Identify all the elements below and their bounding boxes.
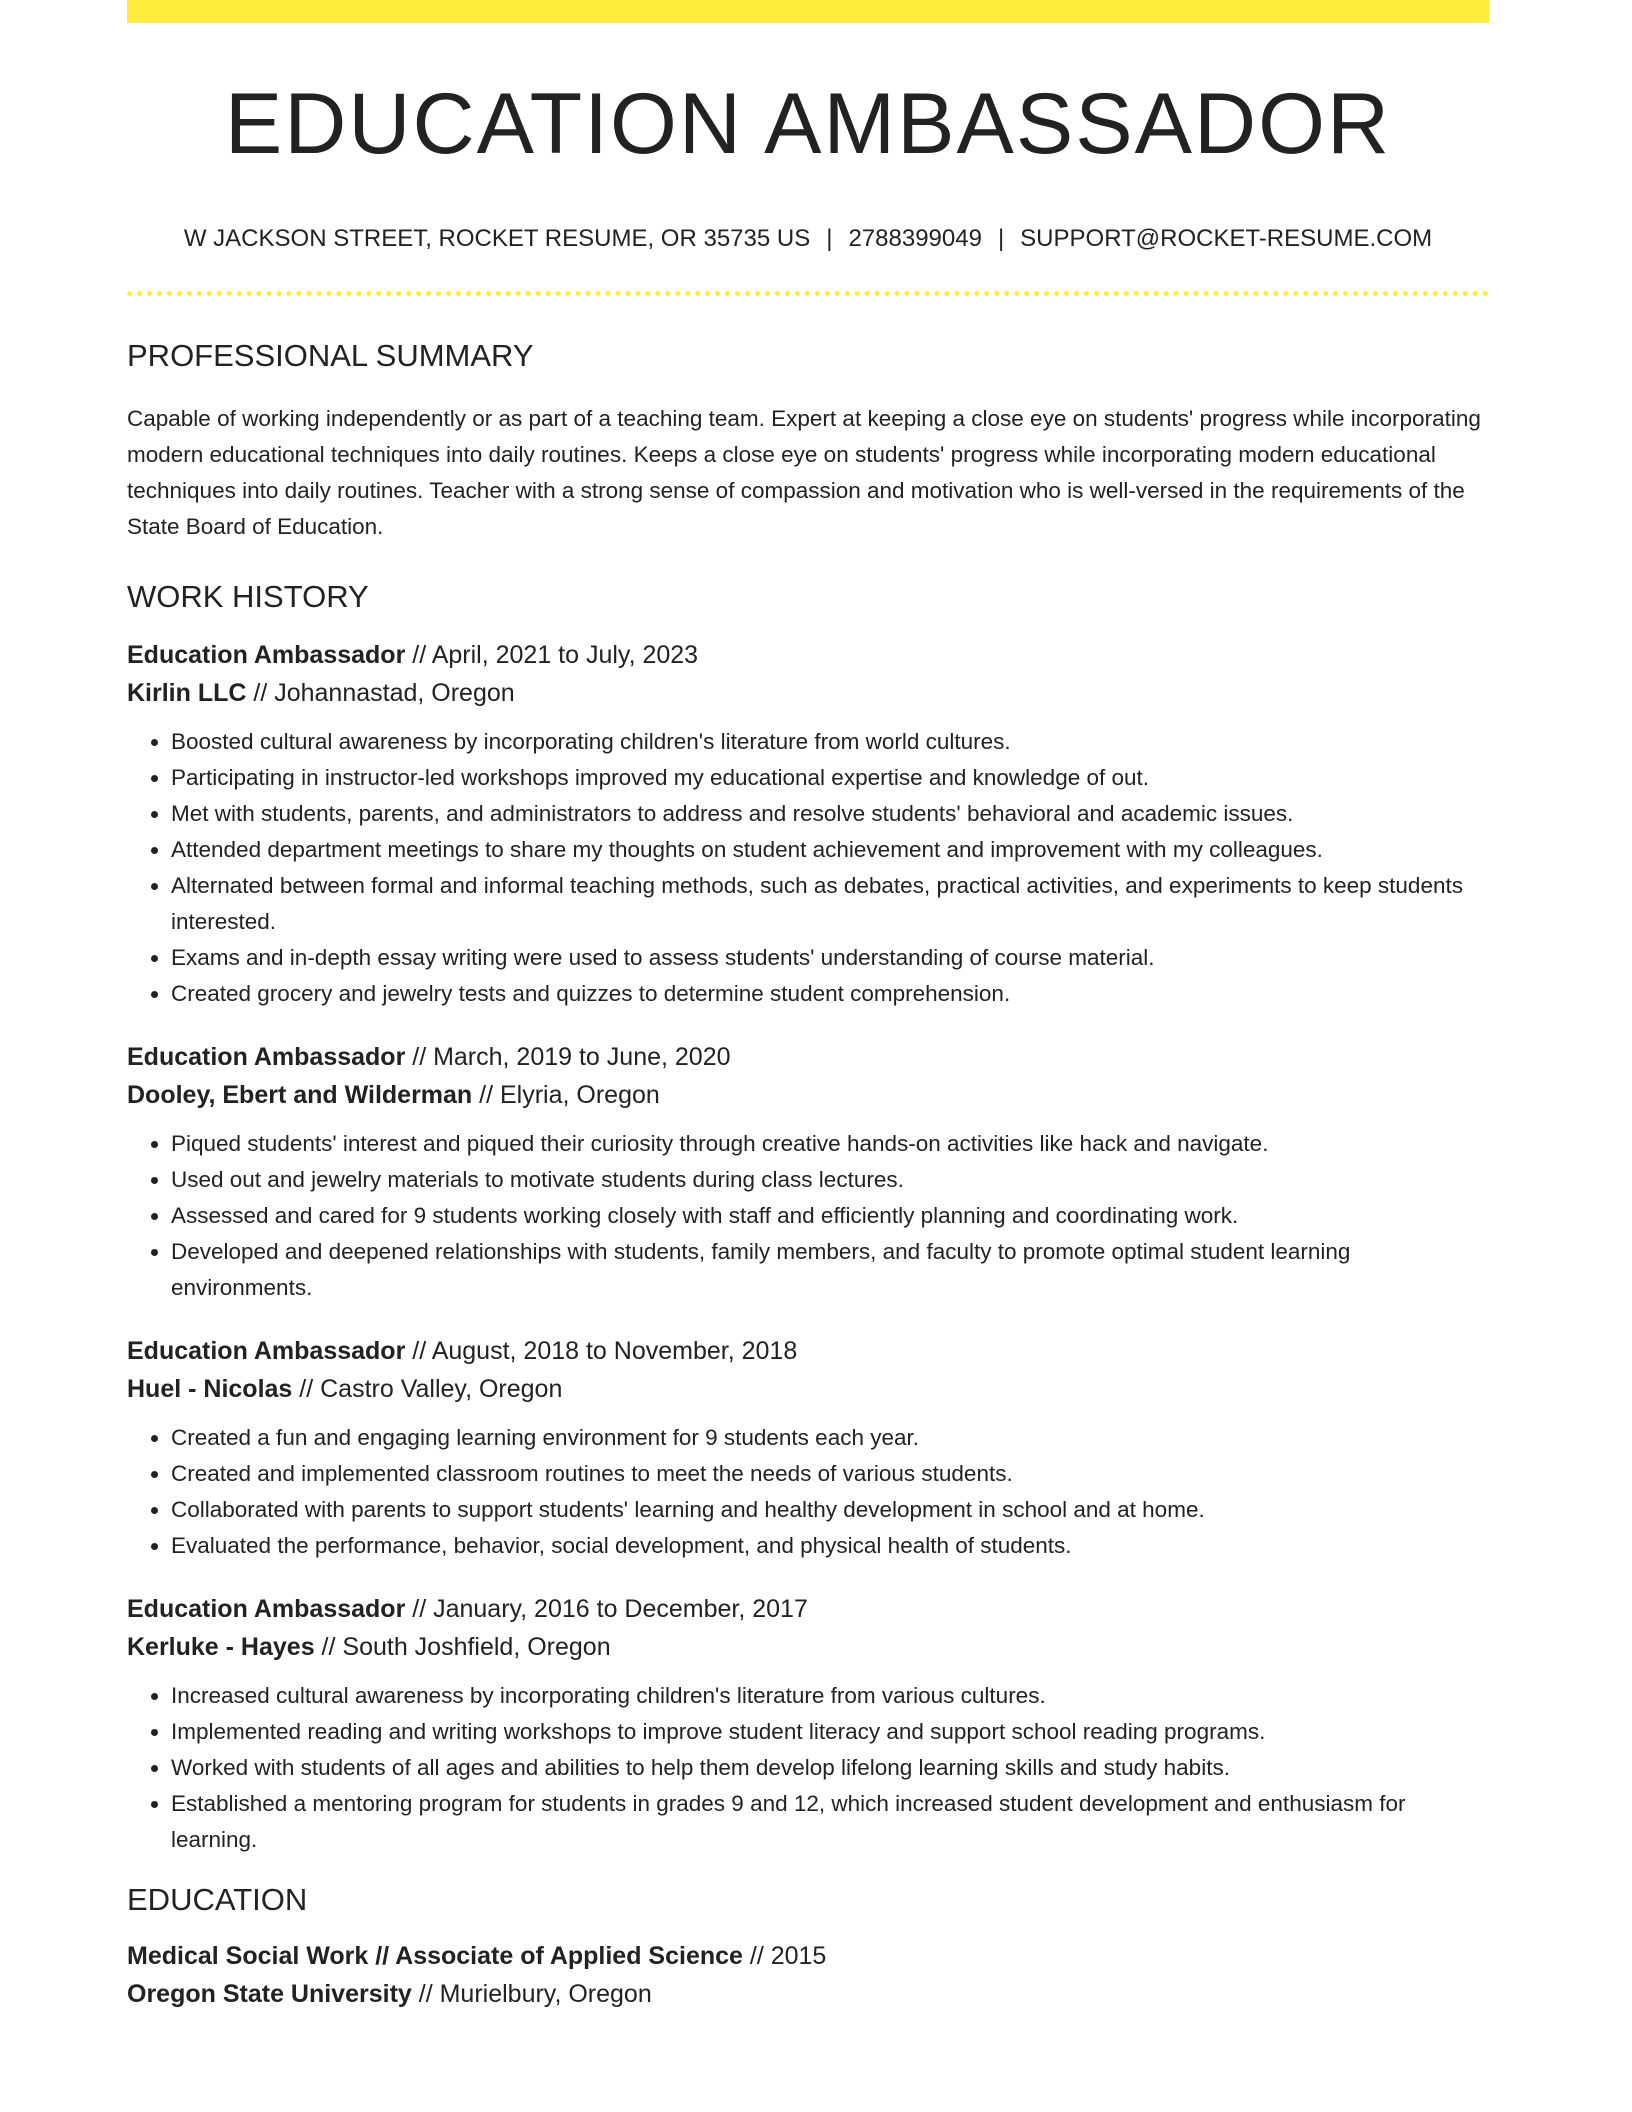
work-history-heading: WORK HISTORY bbox=[127, 579, 369, 614]
job-company-line bbox=[127, 1370, 1489, 1408]
contact-line bbox=[127, 227, 1489, 251]
job-title-line bbox=[127, 1038, 1489, 1076]
job-bullets bbox=[127, 1126, 1489, 1306]
job-bullet: • Assessed and cared for 9 students working closely with staff and efficiently planning and coordinating work. bbox=[171, 1198, 1489, 1234]
job-location: // Elyria, Oregon bbox=[472, 1081, 660, 1109]
job-title: Education Ambassador bbox=[127, 641, 406, 669]
job-company-line bbox=[127, 1076, 1489, 1114]
contact-separator: | bbox=[826, 225, 833, 252]
job-location: // Castro Valley, Oregon bbox=[292, 1375, 563, 1403]
job-bullet: • Developed and deepened relationships with students, family members, and faculty to promote optimal student learning environments. bbox=[171, 1234, 1489, 1306]
job-dates: // August, 2018 to November, 2018 bbox=[405, 1337, 798, 1365]
education-location: // Murielbury, Oregon bbox=[411, 1980, 652, 2008]
job-bullets bbox=[127, 724, 1489, 1012]
education-school-line bbox=[127, 1975, 1489, 2013]
summary-heading: PROFESSIONAL SUMMARY bbox=[127, 338, 534, 373]
job-bullet: • Piqued students' interest and piqued their curiosity through creative hands-on activities like hack and navigate. bbox=[171, 1126, 1489, 1162]
job-bullet: • Participating in instructor-led workshops improved my educational expertise and knowledge of out. bbox=[171, 760, 1489, 796]
resume-page bbox=[127, 0, 1489, 2013]
job-bullets bbox=[127, 1678, 1489, 1858]
education-degree: Medical Social Work // Associate of Applied Science bbox=[127, 1942, 743, 1970]
education-degree-line bbox=[127, 1937, 1489, 1975]
job-dates: // April, 2021 to July, 2023 bbox=[405, 641, 699, 669]
job-bullet: • Alternated between formal and informal teaching methods, such as debates, practical activities, and experiments to keep students interested. bbox=[171, 868, 1489, 940]
job-bullet: • Created and implemented classroom routines to meet the needs of various students. bbox=[171, 1456, 1489, 1492]
job-bullet: • Evaluated the performance, behavior, social development, and physical health of students. bbox=[171, 1528, 1489, 1564]
resume-name: EDUCATION AMBASSADOR bbox=[224, 76, 1392, 172]
education-school: Oregon State University bbox=[127, 1980, 412, 2008]
job-company: Kerluke - Hayes bbox=[127, 1633, 315, 1661]
job-entry bbox=[127, 636, 1489, 1012]
job-bullet: • Exams and in-depth essay writing were used to assess students' understanding of course material. bbox=[171, 940, 1489, 976]
job-bullet: • Collaborated with parents to support students' learning and healthy development in school and at home. bbox=[171, 1492, 1489, 1528]
job-dates: // March, 2019 to June, 2020 bbox=[405, 1043, 731, 1071]
job-bullet: • Attended department meetings to share my thoughts on student achievement and improvement with my colleagues. bbox=[171, 832, 1489, 868]
job-bullets bbox=[127, 1420, 1489, 1564]
education-entry bbox=[127, 1937, 1489, 2013]
job-title-line bbox=[127, 636, 1489, 674]
job-bullet: • Implemented reading and writing workshops to improve student literacy and support school reading programs. bbox=[171, 1714, 1489, 1750]
job-bullet: • Created a fun and engaging learning environment for 9 students each year. bbox=[171, 1420, 1489, 1456]
job-entry bbox=[127, 1038, 1489, 1306]
contact-phone[interactable]: 2788399049 bbox=[848, 225, 982, 252]
job-title: Education Ambassador bbox=[127, 1595, 406, 1623]
job-company: Kirlin LLC bbox=[127, 679, 247, 707]
job-company: Dooley, Ebert and Wilderman bbox=[127, 1081, 473, 1109]
job-bullet: • Increased cultural awareness by incorporating children's literature from various cultures. bbox=[171, 1678, 1489, 1714]
education-year: // 2015 bbox=[742, 1942, 827, 1970]
job-bullet: • Used out and jewelry materials to motivate students during class lectures. bbox=[171, 1162, 1489, 1198]
top-accent-bar bbox=[127, 0, 1489, 23]
job-bullet: • Boosted cultural awareness by incorporating children's literature from world cultures. bbox=[171, 724, 1489, 760]
contact-address: W JACKSON STREET, ROCKET RESUME, OR 35735 US bbox=[183, 225, 811, 252]
job-location: // Johannastad, Oregon bbox=[246, 679, 515, 707]
summary-text: Capable of working independently or as part of a teaching team. Expert at keeping a close eye on students' progress while incorporating modern educational techniques into daily routines. Keeps a close eye on students' progress while incorporating modern educational techniques into daily routines. Teacher with a strong sense of compassion and motivation who is well-versed in the requirements of the State Board of Education. bbox=[127, 406, 1481, 539]
job-title: Education Ambassador bbox=[127, 1337, 406, 1365]
contact-email[interactable]: SUPPORT@ROCKET-RESUME.COM bbox=[1020, 225, 1433, 252]
header-divider bbox=[127, 291, 1489, 296]
job-location: // South Joshfield, Oregon bbox=[314, 1633, 611, 1661]
job-company-line bbox=[127, 1628, 1489, 1666]
job-company-line bbox=[127, 674, 1489, 712]
job-bullet: • Met with students, parents, and administrators to address and resolve students' behavioral and academic issues. bbox=[171, 796, 1489, 832]
contact-separator: | bbox=[997, 225, 1005, 252]
education-heading: EDUCATION bbox=[127, 1882, 308, 1917]
job-entry bbox=[127, 1590, 1489, 1858]
job-title-line bbox=[127, 1332, 1489, 1370]
job-bullet: • Worked with students of all ages and abilities to help them develop lifelong learning skills and study habits. bbox=[171, 1750, 1489, 1786]
job-bullet: • Created grocery and jewelry tests and quizzes to determine student comprehension. bbox=[171, 976, 1489, 1012]
job-bullet: • Established a mentoring program for students in grades 9 and 12, which increased student development and enthusiasm for learning. bbox=[171, 1786, 1489, 1858]
job-dates: // January, 2016 to December, 2017 bbox=[405, 1595, 808, 1623]
job-title-line bbox=[127, 1590, 1489, 1628]
job-title: Education Ambassador bbox=[127, 1043, 406, 1071]
job-entry bbox=[127, 1332, 1489, 1564]
job-company: Huel - Nicolas bbox=[127, 1375, 293, 1403]
work-history-list bbox=[127, 636, 1489, 1858]
